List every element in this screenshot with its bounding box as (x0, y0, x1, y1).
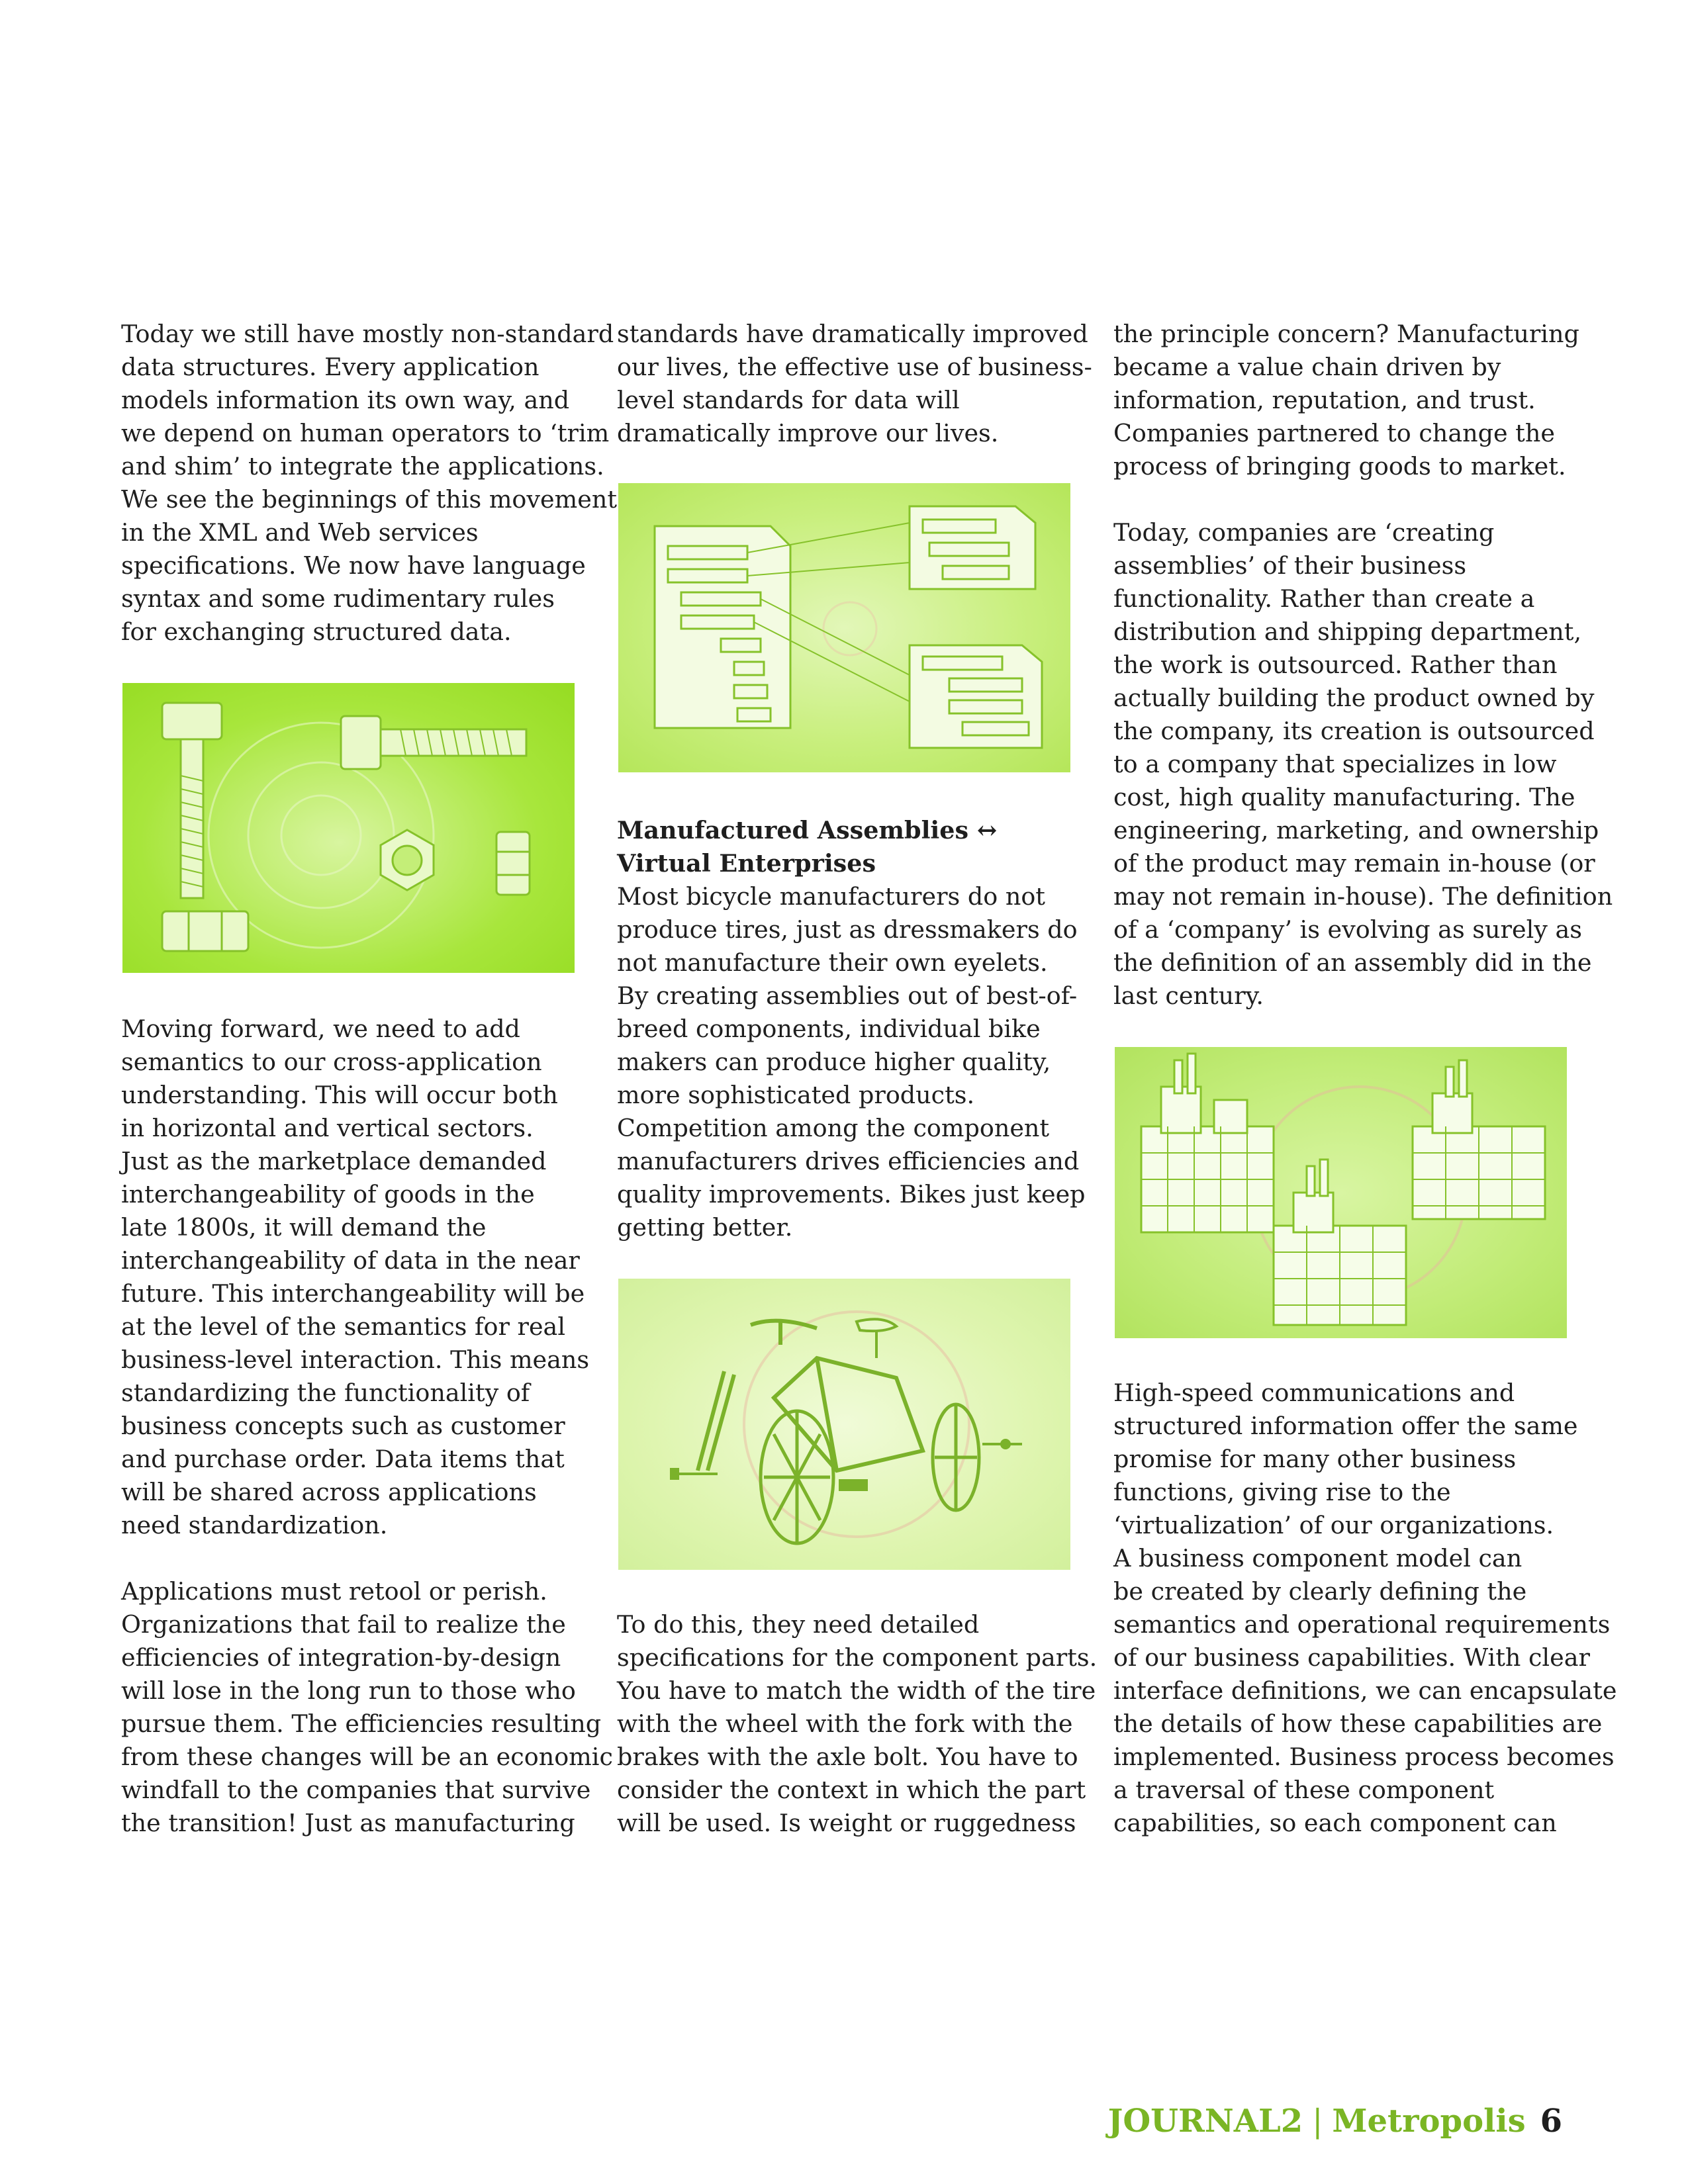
text-line: to a company that specializes in low (1113, 750, 1557, 778)
text-line: a traversal of these component (1113, 1776, 1495, 1804)
text-line: of the product may remain in-house (or (1113, 849, 1595, 878)
column-2-bottom (617, 1608, 1098, 1840)
text-line: of our business capabilities. With clear (1113, 1643, 1590, 1672)
text-line: business concepts such as customer (121, 1412, 565, 1440)
text-line: windfall to the companies that survive (121, 1776, 591, 1804)
text-line: semantics to our cross-application (121, 1048, 542, 1076)
axle-bolt (671, 1440, 1022, 1490)
text-line: late 1800s, it will demand the (121, 1213, 487, 1242)
factory-bottom (1274, 1160, 1406, 1325)
text-line: level standards for data will (617, 386, 960, 414)
col3-paragraph-1 (1113, 318, 1577, 483)
bolts-and-nuts-figure (122, 683, 575, 973)
text-line: the details of how these capabilities are (1113, 1709, 1603, 1738)
text-line: our lives, the effective use of business- (617, 353, 1092, 381)
text-line: need standardization. (121, 1511, 388, 1539)
text-line: Just as the marketplace demanded (121, 1147, 547, 1175)
bottom-nut (162, 911, 248, 951)
text-line: not manufacture their own eyelets. (617, 948, 1048, 977)
text-line: process of bringing goods to market. (1113, 452, 1566, 480)
text-line: interchangeability of data in the near (121, 1246, 580, 1275)
journal-title: Metropolis (1332, 2103, 1526, 2140)
text-line: be created by clearly defining the (1113, 1577, 1527, 1606)
text-line: Most bicycle manufacturers do not (617, 882, 1045, 911)
text-line: standards have dramatically improved (617, 320, 1088, 348)
text-line: brakes with the axle bolt. You have to (617, 1743, 1078, 1771)
text-line: promise for many other business (1113, 1445, 1517, 1473)
text-line: You have to match the width of the tire (617, 1676, 1096, 1705)
text-line: of a ‘company’ is evolving as surely as (1113, 915, 1582, 944)
text-line: capabilities, so each component can (1113, 1809, 1557, 1837)
text-line: data structures. Every application (121, 353, 539, 381)
col1-paragraph-1 (121, 318, 618, 649)
text-line: we depend on human operators to ‘trim (121, 419, 610, 447)
text-line: in the XML and Web services (121, 518, 479, 547)
text-line: By creating assemblies out of best-of- (617, 981, 1078, 1010)
bicycle-parts-figure (618, 1279, 1070, 1570)
column-3 (1113, 318, 1613, 1013)
text-line: and purchase order. Data items that (121, 1445, 565, 1473)
text-line: will lose in the long run to those who (121, 1676, 576, 1705)
fork (698, 1371, 734, 1471)
bolts-illustration (122, 683, 575, 973)
text-line: interface definitions, we can encapsulate (1113, 1676, 1617, 1705)
text-line: Organizations that fail to realize the (121, 1610, 566, 1639)
top-right-document (910, 506, 1035, 589)
footer-separator: | (1312, 2103, 1323, 2140)
column-1-continued (121, 1013, 613, 1840)
text-line: structured information offer the same (1113, 1412, 1578, 1440)
text-line: To do this, they need detailed (617, 1610, 980, 1639)
text-line: implemented. Business process becomes (1113, 1743, 1615, 1771)
text-line: Applications must retool or perish. (121, 1577, 547, 1606)
text-line: cost, high quality manufacturing. The (1113, 783, 1575, 811)
column-2 (617, 318, 1092, 450)
text-line: specifications for the component parts. (617, 1643, 1098, 1672)
text-line: and shim’ to integrate the applications. (121, 452, 604, 480)
rear-wheel (933, 1404, 979, 1510)
col2-paragraph-1 (617, 318, 1092, 450)
text-line: the work is outsourced. Rather than (1113, 651, 1558, 679)
horizontal-bolt (341, 716, 526, 769)
text-line: produce tires, just as dressmakers do (617, 915, 1078, 944)
text-line: Moving forward, we need to add (121, 1015, 520, 1043)
journal-name: JOURNAL2 (1107, 2103, 1303, 2140)
col1-paragraph-3 (121, 1575, 613, 1840)
text-line: at the level of the semantics for real (121, 1312, 565, 1341)
bottom-right-document (910, 645, 1042, 748)
col2-paragraph-2 (617, 880, 1086, 1244)
text-line: Companies partnered to change the (1113, 419, 1555, 447)
text-line: the principle concern? Manufacturing (1113, 320, 1579, 348)
text-line: the transition! Just as manufacturing (121, 1809, 575, 1837)
factory-left (1141, 1054, 1274, 1232)
text-line: for exchanging structured data. (121, 617, 512, 646)
seat (857, 1319, 896, 1358)
text-line: Today, companies are ‘creating (1113, 518, 1495, 547)
text-line: in horizontal and vertical sectors. (121, 1114, 534, 1142)
text-line: functions, giving rise to the (1113, 1478, 1451, 1506)
text-line: specifications. We now have language (121, 551, 586, 580)
text-line: will be used. Is weight or ruggedness (617, 1809, 1076, 1837)
left-document (655, 526, 790, 728)
text-line: High-speed communications and (1113, 1379, 1515, 1407)
text-line: makers can produce higher quality, (617, 1048, 1051, 1076)
factories-figure (1115, 1047, 1567, 1338)
text-line: assemblies’ of their business (1113, 551, 1467, 580)
text-line: the company, its creation is outsourced (1113, 717, 1595, 745)
text-line: the definition of an assembly did in the (1113, 948, 1592, 977)
text-line: efficiencies of integration-by-design (121, 1643, 561, 1672)
text-line: interchangeability of goods in the (121, 1180, 535, 1208)
column-2-continued (617, 814, 1086, 1244)
text-line: actually building the product owned by (1113, 684, 1595, 712)
text-line: dramatically improve our lives. (617, 419, 999, 447)
text-line: information, reputation, and trust. (1113, 386, 1536, 414)
section-heading (617, 814, 1080, 880)
text-line: future. This interchangeability will be (121, 1279, 585, 1308)
text-line: may not remain in-house). The definition (1113, 882, 1613, 911)
text-line: manufacturers drives efficiencies and (617, 1147, 1080, 1175)
text-line: Today we still have mostly non-standard (121, 320, 614, 348)
front-wheel (761, 1411, 833, 1543)
component-diagram-illustration (618, 483, 1070, 772)
text-line: became a value chain driven by (1113, 353, 1501, 381)
col3-paragraph-2 (1113, 516, 1613, 1013)
text-line: engineering, marketing, and ownership (1113, 816, 1599, 844)
text-line: understanding. This will occur both (121, 1081, 558, 1109)
text-line: syntax and some rudimentary rules (121, 584, 555, 613)
text-line: We see the beginnings of this movement (121, 485, 618, 514)
text-line: Manufactured Assemblies ↔ (617, 816, 998, 844)
factory-right (1413, 1060, 1545, 1219)
text-line: quality improvements. Bikes just keep (617, 1180, 1086, 1208)
component-diagram-figure (618, 483, 1070, 772)
text-line: consider the context in which the part (617, 1776, 1086, 1804)
text-line: ‘virtualization’ of our organizations. (1113, 1511, 1554, 1539)
text-line: standardizing the functionality of (121, 1379, 530, 1407)
page-footer (1108, 2101, 1562, 2141)
text-line: distribution and shipping department, (1113, 617, 1582, 646)
text-line: models information its own way, and (121, 386, 570, 414)
text-line: from these changes will be an economic (121, 1743, 613, 1771)
handlebar (751, 1321, 817, 1345)
text-line: semantics and operational requirements (1113, 1610, 1611, 1639)
factories-illustration (1115, 1047, 1567, 1338)
text-line: pursue them. The efficiencies resulting (121, 1709, 602, 1738)
col2-paragraph-3 (617, 1608, 1098, 1840)
text-line: getting better. (617, 1213, 793, 1242)
col3-paragraph-3 (1113, 1377, 1617, 1840)
text-line: with the wheel with the fork with the (617, 1709, 1073, 1738)
hex-nut (381, 830, 434, 890)
column-3-continued (1113, 1377, 1617, 1840)
text-line: last century. (1113, 981, 1264, 1010)
page-number: 6 (1540, 2103, 1562, 2140)
text-line: more sophisticated products. (617, 1081, 975, 1109)
column-1 (121, 318, 618, 649)
text-line: business-level interaction. This means (121, 1345, 590, 1374)
side-nut (496, 832, 530, 895)
text-line: will be shared across applications (121, 1478, 537, 1506)
bicycle-illustration (618, 1279, 1070, 1570)
text-line: functionality. Rather than create a (1113, 584, 1535, 613)
text-line: breed components, individual bike (617, 1015, 1041, 1043)
col1-paragraph-2 (121, 1013, 590, 1542)
text-line: A business component model can (1113, 1544, 1523, 1572)
text-line: Competition among the component (617, 1114, 1050, 1142)
text-line: Virtual Enterprises (617, 849, 876, 878)
